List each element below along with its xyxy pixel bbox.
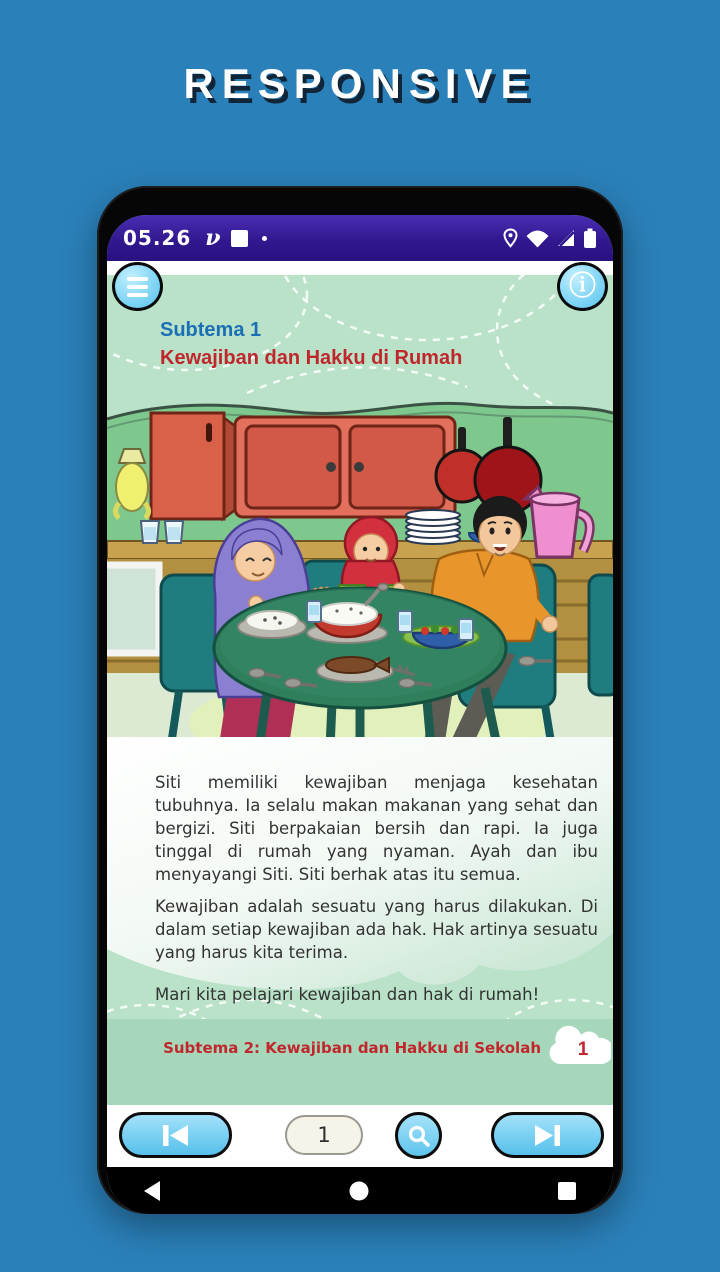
page-number: 1 [577,1039,589,1060]
double-door-cabinet [235,417,455,517]
search-button[interactable] [395,1112,442,1159]
wifi-icon [526,229,549,248]
location-icon [503,228,518,248]
body-text [155,771,598,1015]
kitchen-illustration [107,393,613,775]
book-page [107,271,613,1105]
home-icon[interactable] [348,1180,370,1202]
info-button[interactable] [557,262,608,311]
page-number-cloud [545,1024,611,1068]
phone-screen [107,215,613,1214]
page-number-input[interactable] [285,1115,363,1155]
paragraph: Kewajiban adalah sesuatu yang harus dilakukan. Di dalam setiap kewajiban ada hak. Hak artinya sesuatu yang harus kita terima. [155,897,598,962]
responsive-banner-title: RESPONSIVE [183,60,537,107]
phone-frame [97,186,623,1214]
vimeo-icon: ν [205,225,221,251]
status-right-icons [503,228,597,249]
info-icon: ⓘ [569,271,596,302]
single-door-cabinet [151,413,239,519]
skip-previous-icon [162,1124,189,1147]
reader-toolbar [107,1105,613,1167]
recents-icon[interactable] [557,1181,577,1201]
skip-previous-button[interactable] [119,1112,232,1158]
android-navbar [107,1167,613,1214]
whiteboard [107,565,159,653]
page-footer [107,1019,613,1105]
skip-next-button[interactable] [491,1112,604,1158]
status-bar [107,215,613,261]
dot-icon [262,236,267,241]
status-time: 05.26 [123,226,192,250]
back-icon[interactable] [143,1180,161,1202]
appbar-strip [107,261,613,275]
subtema-label: Subtema 1 [160,319,262,341]
paragraph: Mari kita pelajari kewajiban dan hak di rumah! [155,985,540,1004]
footer-subtema-label: Subtema 2: Kewajiban dan Hakku di Sekolah [163,1039,541,1057]
paragraph: Siti memiliki kewajiban menjaga kesehatan tubuhnya. Ia selalu makan makanan yang sehat dan bergizi. Siti berpakaian bersih dan rapi. Ia juga tinggal di rumah yang nyaman. Ayah dan ibu menyayangi Siti. Siti berhak atas itu semua. [155,773,598,884]
page-heading [160,319,462,370]
battery-icon [583,228,597,249]
hamburger-icon [127,277,148,297]
signal-icon [557,229,575,247]
search-icon [407,1124,431,1148]
skip-next-icon [534,1124,561,1147]
square-icon [231,230,248,247]
menu-button[interactable] [112,262,163,311]
page-title: Kewajiban dan Hakku di Rumah [160,347,463,369]
status-left-icons [205,227,266,249]
